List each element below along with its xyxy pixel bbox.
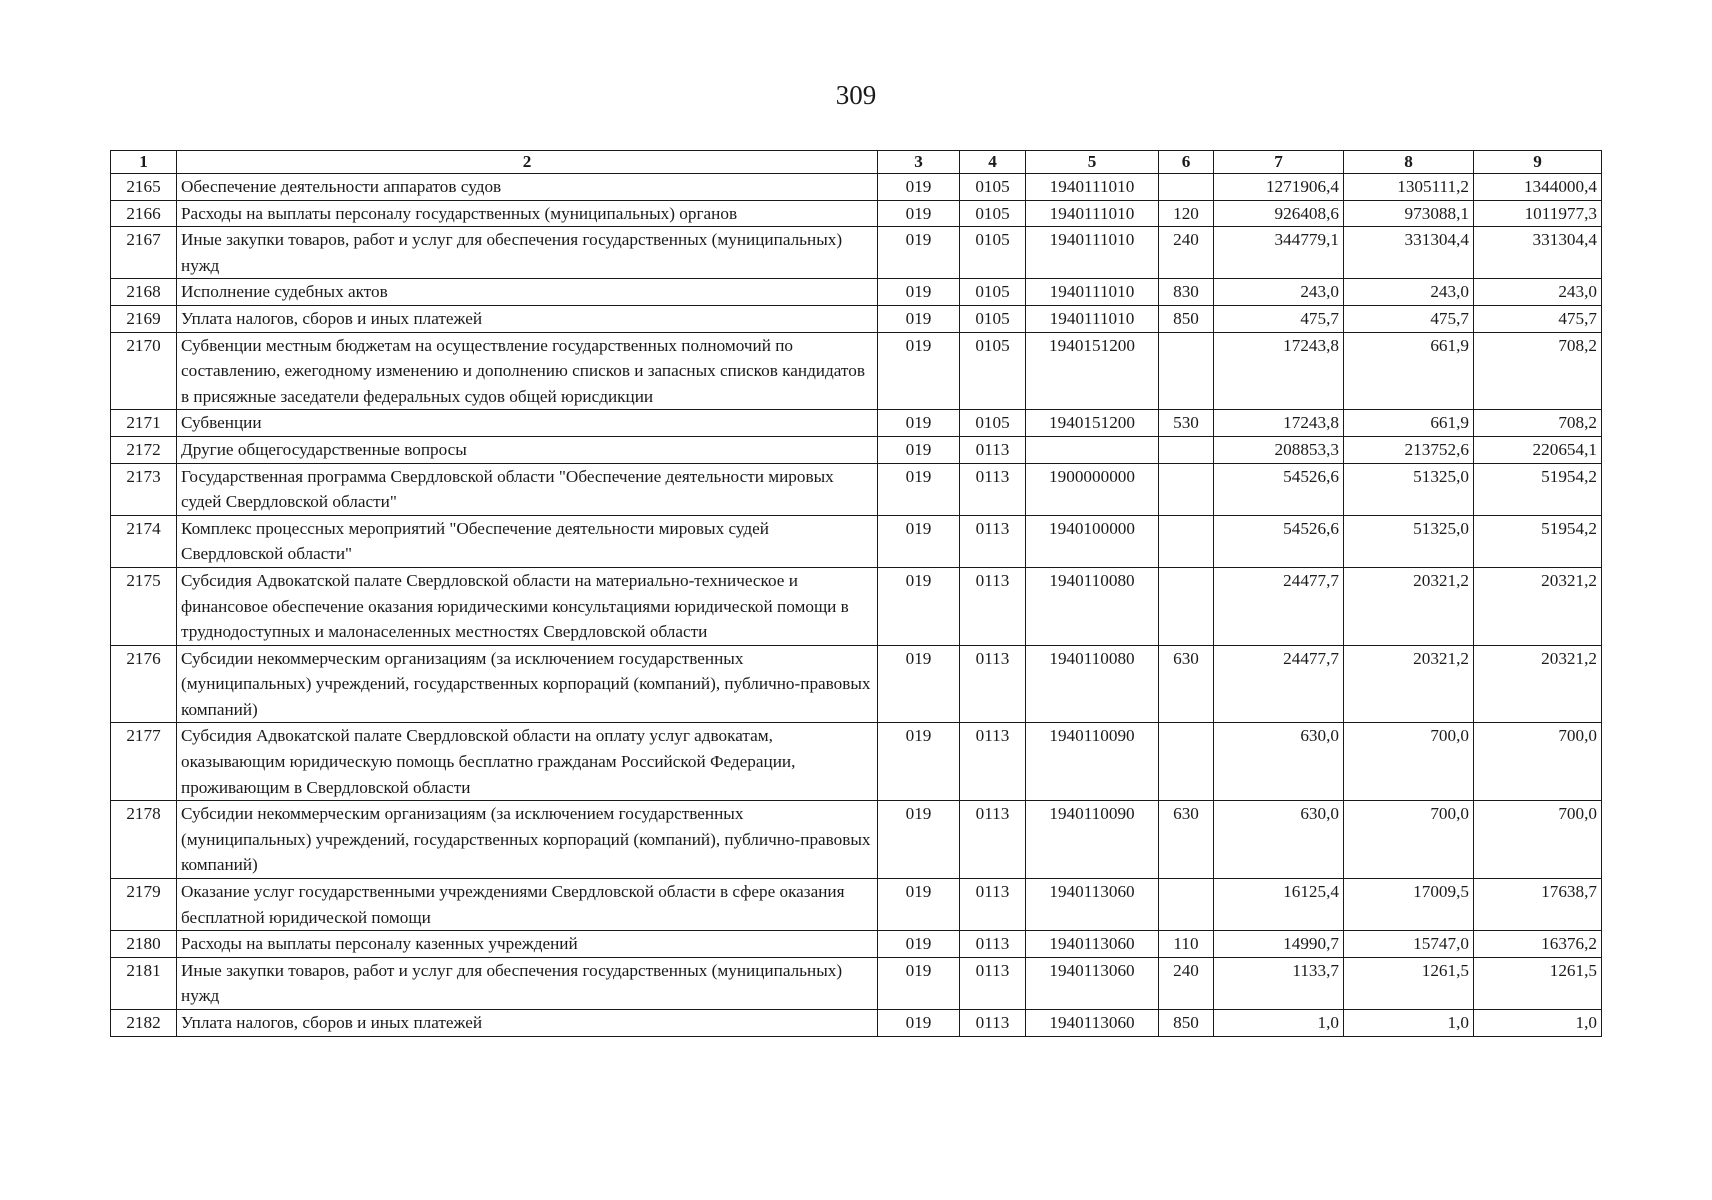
row-section-code-cell: 0113 bbox=[960, 645, 1026, 723]
row-expense-type-cell bbox=[1159, 723, 1214, 801]
row-amount-col9-cell: 331304,4 bbox=[1474, 227, 1602, 279]
row-expense-type-cell bbox=[1159, 879, 1214, 931]
table-row bbox=[111, 1010, 1602, 1037]
row-number-cell: 2172 bbox=[111, 436, 177, 463]
header-col-1: 1 bbox=[111, 151, 177, 174]
table-row bbox=[111, 645, 1602, 723]
row-target-article-cell: 1900000000 bbox=[1026, 463, 1159, 515]
row-department-code-cell: 019 bbox=[878, 567, 960, 645]
row-amount-col7-cell: 1271906,4 bbox=[1214, 174, 1344, 201]
page-number: 309 bbox=[835, 80, 877, 110]
row-number-cell: 2180 bbox=[111, 931, 177, 958]
table-row bbox=[111, 174, 1602, 201]
row-section-code-cell: 0105 bbox=[960, 174, 1026, 201]
row-amount-col7-cell: 630,0 bbox=[1214, 723, 1344, 801]
row-expense-type-cell: 830 bbox=[1159, 279, 1214, 306]
table-header-row bbox=[111, 151, 1602, 174]
row-name-cell: Субвенции местным бюджетам на осуществление государственных полномочий по составлению, ежегодному изменению и дополнению списков и запасных списков кандидатов в присяжные заседатели федеральных судов общей юрисдикции bbox=[177, 332, 878, 410]
row-section-code-cell: 0105 bbox=[960, 305, 1026, 332]
row-number-cell: 2168 bbox=[111, 279, 177, 306]
row-amount-col8-cell: 20321,2 bbox=[1344, 567, 1474, 645]
row-department-code-cell: 019 bbox=[878, 931, 960, 958]
row-amount-col9-cell: 51954,2 bbox=[1474, 463, 1602, 515]
row-target-article-cell: 1940113060 bbox=[1026, 1010, 1159, 1037]
row-name-cell: Другие общегосударственные вопросы bbox=[177, 436, 878, 463]
header-col-4: 4 bbox=[960, 151, 1026, 174]
row-target-article-cell: 1940151200 bbox=[1026, 332, 1159, 410]
row-target-article-cell: 1940110080 bbox=[1026, 645, 1159, 723]
row-section-code-cell: 0113 bbox=[960, 931, 1026, 958]
row-expense-type-cell bbox=[1159, 567, 1214, 645]
row-section-code-cell: 0105 bbox=[960, 410, 1026, 437]
row-number-cell: 2179 bbox=[111, 879, 177, 931]
row-department-code-cell: 019 bbox=[878, 1010, 960, 1037]
row-number-cell: 2169 bbox=[111, 305, 177, 332]
row-department-code-cell: 019 bbox=[878, 436, 960, 463]
row-section-code-cell: 0113 bbox=[960, 879, 1026, 931]
row-amount-col9-cell: 708,2 bbox=[1474, 332, 1602, 410]
row-name-cell: Уплата налогов, сборов и иных платежей bbox=[177, 305, 878, 332]
row-department-code-cell: 019 bbox=[878, 410, 960, 437]
row-amount-col8-cell: 661,9 bbox=[1344, 410, 1474, 437]
row-expense-type-cell: 630 bbox=[1159, 801, 1214, 879]
row-target-article-cell: 1940151200 bbox=[1026, 410, 1159, 437]
table-row bbox=[111, 879, 1602, 931]
row-amount-col7-cell: 24477,7 bbox=[1214, 645, 1344, 723]
row-section-code-cell: 0113 bbox=[960, 801, 1026, 879]
row-amount-col9-cell: 1344000,4 bbox=[1474, 174, 1602, 201]
row-name-cell: Государственная программа Свердловской области "Обеспечение деятельности мировых судей Свердловской области" bbox=[177, 463, 878, 515]
row-target-article-cell: 1940111010 bbox=[1026, 200, 1159, 227]
budget-table bbox=[110, 150, 1602, 1037]
row-amount-col7-cell: 54526,6 bbox=[1214, 515, 1344, 567]
row-amount-col8-cell: 51325,0 bbox=[1344, 463, 1474, 515]
row-amount-col9-cell: 20321,2 bbox=[1474, 645, 1602, 723]
row-target-article-cell: 1940113060 bbox=[1026, 879, 1159, 931]
header-col-2: 2 bbox=[177, 151, 878, 174]
row-expense-type-cell bbox=[1159, 463, 1214, 515]
row-name-cell: Исполнение судебных актов bbox=[177, 279, 878, 306]
row-section-code-cell: 0105 bbox=[960, 279, 1026, 306]
row-amount-col9-cell: 220654,1 bbox=[1474, 436, 1602, 463]
row-amount-col8-cell: 20321,2 bbox=[1344, 645, 1474, 723]
row-amount-col7-cell: 208853,3 bbox=[1214, 436, 1344, 463]
row-number-cell: 2176 bbox=[111, 645, 177, 723]
row-name-cell: Иные закупки товаров, работ и услуг для обеспечения государственных (муниципальных) нужд bbox=[177, 227, 878, 279]
table-body bbox=[111, 174, 1602, 1037]
row-expense-type-cell: 850 bbox=[1159, 1010, 1214, 1037]
table-row bbox=[111, 410, 1602, 437]
row-amount-col7-cell: 17243,8 bbox=[1214, 332, 1344, 410]
row-target-article-cell: 1940110080 bbox=[1026, 567, 1159, 645]
table-row bbox=[111, 957, 1602, 1009]
row-section-code-cell: 0113 bbox=[960, 567, 1026, 645]
row-name-cell: Расходы на выплаты персоналу государственных (муниципальных) органов bbox=[177, 200, 878, 227]
row-amount-col7-cell: 16125,4 bbox=[1214, 879, 1344, 931]
row-expense-type-cell: 530 bbox=[1159, 410, 1214, 437]
header-col-6: 6 bbox=[1159, 151, 1214, 174]
row-amount-col7-cell: 475,7 bbox=[1214, 305, 1344, 332]
row-amount-col9-cell: 1,0 bbox=[1474, 1010, 1602, 1037]
row-number-cell: 2178 bbox=[111, 801, 177, 879]
row-name-cell: Уплата налогов, сборов и иных платежей bbox=[177, 1010, 878, 1037]
row-name-cell: Субсидия Адвокатской палате Свердловской области на материально-техническое и финансовое обеспечение оказания юридическими консультациями юридической помощи в труднодоступных и малонаселенных местностях Свердловской области bbox=[177, 567, 878, 645]
row-department-code-cell: 019 bbox=[878, 957, 960, 1009]
row-amount-col7-cell: 926408,6 bbox=[1214, 200, 1344, 227]
row-section-code-cell: 0113 bbox=[960, 957, 1026, 1009]
row-section-code-cell: 0113 bbox=[960, 436, 1026, 463]
row-number-cell: 2181 bbox=[111, 957, 177, 1009]
table-row bbox=[111, 515, 1602, 567]
row-target-article-cell: 1940110090 bbox=[1026, 801, 1159, 879]
row-target-article-cell: 1940100000 bbox=[1026, 515, 1159, 567]
row-amount-col9-cell: 51954,2 bbox=[1474, 515, 1602, 567]
row-section-code-cell: 0113 bbox=[960, 463, 1026, 515]
row-amount-col9-cell: 708,2 bbox=[1474, 410, 1602, 437]
row-amount-col8-cell: 1305111,2 bbox=[1344, 174, 1474, 201]
row-amount-col7-cell: 243,0 bbox=[1214, 279, 1344, 306]
row-name-cell: Оказание услуг государственными учреждениями Свердловской области в сфере оказания бесплатной юридической помощи bbox=[177, 879, 878, 931]
row-name-cell: Субсидия Адвокатской палате Свердловской области на оплату услуг адвокатам, оказывающим юридическую помощь бесплатно гражданам Российской Федерации, проживающим в Свердловской области bbox=[177, 723, 878, 801]
row-name-cell: Обеспечение деятельности аппаратов судов bbox=[177, 174, 878, 201]
row-department-code-cell: 019 bbox=[878, 723, 960, 801]
row-amount-col8-cell: 51325,0 bbox=[1344, 515, 1474, 567]
row-amount-col8-cell: 17009,5 bbox=[1344, 879, 1474, 931]
row-amount-col8-cell: 331304,4 bbox=[1344, 227, 1474, 279]
table-row bbox=[111, 801, 1602, 879]
row-amount-col7-cell: 14990,7 bbox=[1214, 931, 1344, 958]
row-target-article-cell: 1940110090 bbox=[1026, 723, 1159, 801]
row-department-code-cell: 019 bbox=[878, 879, 960, 931]
row-target-article-cell: 1940111010 bbox=[1026, 227, 1159, 279]
row-name-cell: Субсидии некоммерческим организациям (за исключением государственных (муниципальных) учреждений, государственных корпораций (компаний), публично-правовых компаний) bbox=[177, 801, 878, 879]
row-department-code-cell: 019 bbox=[878, 332, 960, 410]
row-amount-col9-cell: 243,0 bbox=[1474, 279, 1602, 306]
row-amount-col9-cell: 475,7 bbox=[1474, 305, 1602, 332]
row-amount-col8-cell: 973088,1 bbox=[1344, 200, 1474, 227]
row-section-code-cell: 0113 bbox=[960, 515, 1026, 567]
row-amount-col7-cell: 24477,7 bbox=[1214, 567, 1344, 645]
row-amount-col8-cell: 213752,6 bbox=[1344, 436, 1474, 463]
row-amount-col9-cell: 1011977,3 bbox=[1474, 200, 1602, 227]
row-target-article-cell: 1940113060 bbox=[1026, 957, 1159, 1009]
row-name-cell: Субвенции bbox=[177, 410, 878, 437]
row-department-code-cell: 019 bbox=[878, 463, 960, 515]
row-amount-col9-cell: 1261,5 bbox=[1474, 957, 1602, 1009]
row-number-cell: 2177 bbox=[111, 723, 177, 801]
row-expense-type-cell: 630 bbox=[1159, 645, 1214, 723]
row-department-code-cell: 019 bbox=[878, 279, 960, 306]
row-department-code-cell: 019 bbox=[878, 645, 960, 723]
row-amount-col7-cell: 1133,7 bbox=[1214, 957, 1344, 1009]
row-section-code-cell: 0113 bbox=[960, 1010, 1026, 1037]
row-amount-col9-cell: 16376,2 bbox=[1474, 931, 1602, 958]
row-number-cell: 2174 bbox=[111, 515, 177, 567]
row-expense-type-cell: 110 bbox=[1159, 931, 1214, 958]
row-amount-col8-cell: 700,0 bbox=[1344, 723, 1474, 801]
row-number-cell: 2171 bbox=[111, 410, 177, 437]
row-department-code-cell: 019 bbox=[878, 801, 960, 879]
table-row bbox=[111, 279, 1602, 306]
row-amount-col7-cell: 630,0 bbox=[1214, 801, 1344, 879]
row-target-article-cell: 1940111010 bbox=[1026, 174, 1159, 201]
table-row bbox=[111, 305, 1602, 332]
row-expense-type-cell bbox=[1159, 515, 1214, 567]
row-amount-col8-cell: 1261,5 bbox=[1344, 957, 1474, 1009]
row-amount-col8-cell: 475,7 bbox=[1344, 305, 1474, 332]
header-col-9: 9 bbox=[1474, 151, 1602, 174]
row-target-article-cell: 1940111010 bbox=[1026, 279, 1159, 306]
row-amount-col7-cell: 344779,1 bbox=[1214, 227, 1344, 279]
row-amount-col9-cell: 700,0 bbox=[1474, 801, 1602, 879]
row-amount-col7-cell: 1,0 bbox=[1214, 1010, 1344, 1037]
row-target-article-cell bbox=[1026, 436, 1159, 463]
header-col-7: 7 bbox=[1214, 151, 1344, 174]
row-name-cell: Комплекс процессных мероприятий "Обеспечение деятельности мировых судей Свердловской области" bbox=[177, 515, 878, 567]
row-amount-col8-cell: 661,9 bbox=[1344, 332, 1474, 410]
row-section-code-cell: 0113 bbox=[960, 723, 1026, 801]
row-amount-col9-cell: 17638,7 bbox=[1474, 879, 1602, 931]
row-expense-type-cell: 240 bbox=[1159, 957, 1214, 1009]
table-row bbox=[111, 931, 1602, 958]
table-row bbox=[111, 200, 1602, 227]
row-expense-type-cell bbox=[1159, 436, 1214, 463]
table-row bbox=[111, 332, 1602, 410]
table-row bbox=[111, 463, 1602, 515]
row-amount-col8-cell: 243,0 bbox=[1344, 279, 1474, 306]
row-section-code-cell: 0105 bbox=[960, 332, 1026, 410]
row-number-cell: 2173 bbox=[111, 463, 177, 515]
row-amount-col7-cell: 54526,6 bbox=[1214, 463, 1344, 515]
row-amount-col8-cell: 1,0 bbox=[1344, 1010, 1474, 1037]
row-expense-type-cell bbox=[1159, 332, 1214, 410]
row-amount-col7-cell: 17243,8 bbox=[1214, 410, 1344, 437]
row-department-code-cell: 019 bbox=[878, 174, 960, 201]
row-number-cell: 2175 bbox=[111, 567, 177, 645]
table-row bbox=[111, 227, 1602, 279]
row-target-article-cell: 1940113060 bbox=[1026, 931, 1159, 958]
header-col-8: 8 bbox=[1344, 151, 1474, 174]
row-amount-col9-cell: 700,0 bbox=[1474, 723, 1602, 801]
row-number-cell: 2167 bbox=[111, 227, 177, 279]
row-name-cell: Субсидии некоммерческим организациям (за исключением государственных (муниципальных) учреждений, государственных корпораций (компаний), публично-правовых компаний) bbox=[177, 645, 878, 723]
row-number-cell: 2166 bbox=[111, 200, 177, 227]
row-amount-col8-cell: 700,0 bbox=[1344, 801, 1474, 879]
table-row bbox=[111, 567, 1602, 645]
row-department-code-cell: 019 bbox=[878, 305, 960, 332]
row-expense-type-cell bbox=[1159, 174, 1214, 201]
row-number-cell: 2165 bbox=[111, 174, 177, 201]
row-expense-type-cell: 240 bbox=[1159, 227, 1214, 279]
header-col-3: 3 bbox=[878, 151, 960, 174]
row-number-cell: 2182 bbox=[111, 1010, 177, 1037]
row-section-code-cell: 0105 bbox=[960, 200, 1026, 227]
row-name-cell: Расходы на выплаты персоналу казенных учреждений bbox=[177, 931, 878, 958]
row-expense-type-cell: 120 bbox=[1159, 200, 1214, 227]
table-row bbox=[111, 436, 1602, 463]
row-department-code-cell: 019 bbox=[878, 200, 960, 227]
header-col-5: 5 bbox=[1026, 151, 1159, 174]
row-amount-col9-cell: 20321,2 bbox=[1474, 567, 1602, 645]
row-section-code-cell: 0105 bbox=[960, 227, 1026, 279]
row-target-article-cell: 1940111010 bbox=[1026, 305, 1159, 332]
row-expense-type-cell: 850 bbox=[1159, 305, 1214, 332]
row-department-code-cell: 019 bbox=[878, 227, 960, 279]
row-name-cell: Иные закупки товаров, работ и услуг для обеспечения государственных (муниципальных) нужд bbox=[177, 957, 878, 1009]
row-amount-col8-cell: 15747,0 bbox=[1344, 931, 1474, 958]
row-department-code-cell: 019 bbox=[878, 515, 960, 567]
table-row bbox=[111, 723, 1602, 801]
row-number-cell: 2170 bbox=[111, 332, 177, 410]
